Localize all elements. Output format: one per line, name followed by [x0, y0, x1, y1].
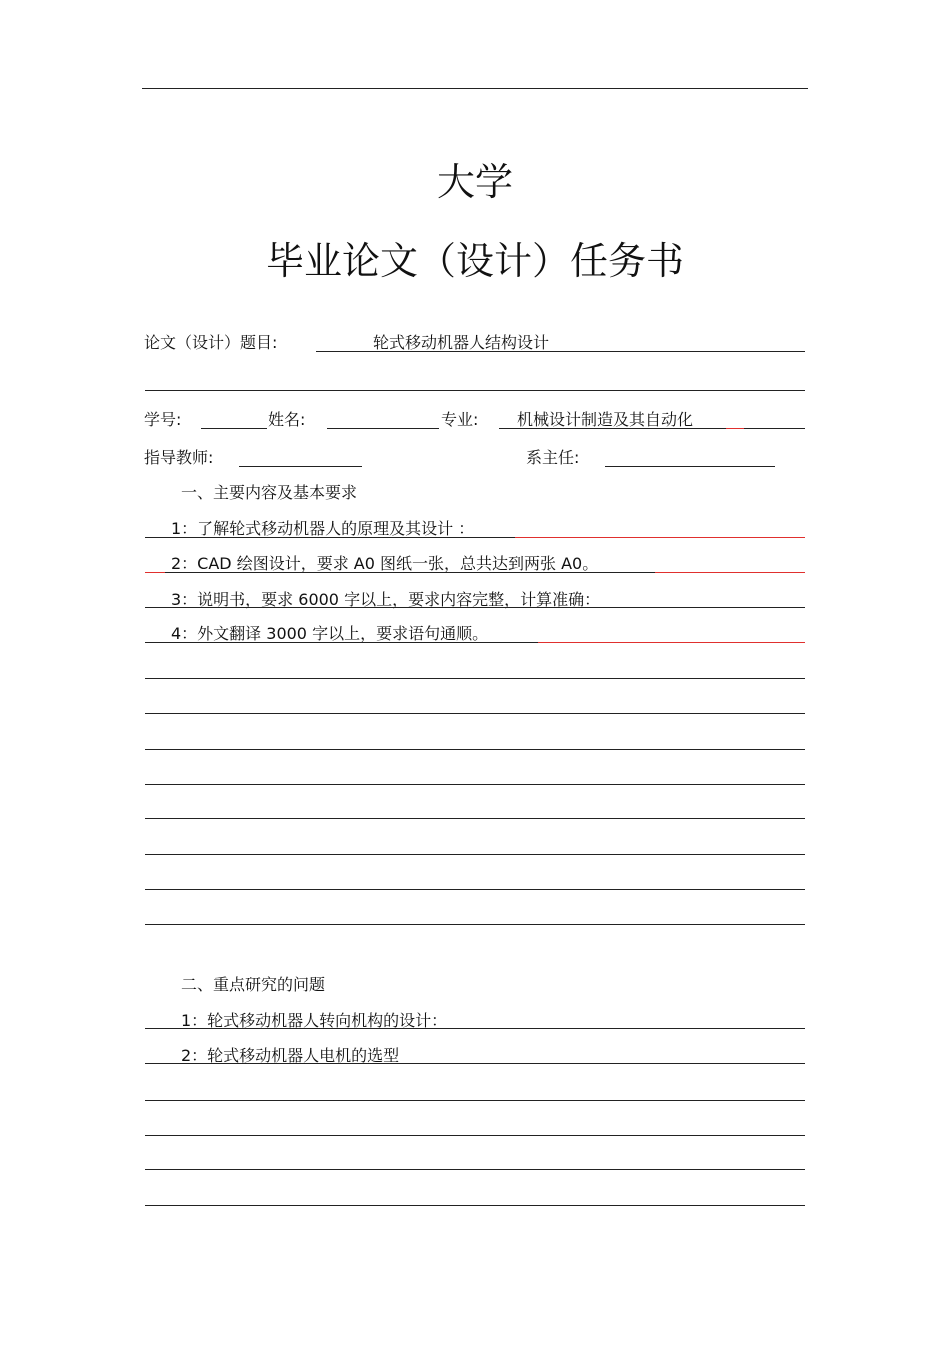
major-value[interactable]: 机械设计制造及其自动化: [517, 410, 694, 429]
section1-item-1: 1：了解轮式移动机器人的原理及其设计 ：: [171, 519, 475, 538]
section1-blank-line: [145, 678, 805, 679]
header-rule: [142, 88, 808, 89]
topic-value[interactable]: 轮式移动机器人结构设计: [373, 333, 550, 352]
section1-blank-line: [145, 784, 805, 785]
section1-blank-line: [145, 889, 805, 890]
section2-heading: 二、重点研究的问题: [181, 975, 326, 994]
section1-blank-line: [145, 924, 805, 925]
section2-item-1: 1：轮式移动机器人转向机构的设计：: [181, 1011, 448, 1030]
topic-underline: [316, 351, 805, 352]
section2-blank-line: [145, 1100, 805, 1101]
section1-item-3: 3：说明书，要求 6000 字以上，要求内容完整，计算准确：: [171, 590, 601, 609]
university-title: 大学: [436, 160, 513, 204]
section1-line-2: [165, 572, 655, 573]
section1-line-4-red: [538, 642, 805, 643]
section1-blank-line: [145, 854, 805, 855]
topic-second-line: [145, 390, 805, 391]
section2-line-2: [145, 1063, 805, 1064]
section2-item-2: 2：轮式移动机器人电机的选型: [181, 1046, 400, 1065]
student-id-label: 学号:: [144, 410, 182, 429]
section1-line-4: [145, 642, 538, 643]
major-underline: [499, 428, 805, 429]
section1-blank-line: [145, 713, 805, 714]
section1-item-4: 4：外文翻译 3000 字以上，要求语句通顺。: [171, 624, 489, 643]
topic-label: 论文（设计）题目:: [144, 333, 278, 352]
student-id-underline: [201, 428, 267, 429]
section1-blank-line: [145, 749, 805, 750]
dept-head-underline: [605, 466, 775, 467]
section1-item-2: 2：CAD 绘图设计，要求 A0 图纸一张，总共达到两张 A0。: [171, 554, 599, 573]
section2-line-1: [145, 1028, 805, 1029]
advisor-underline: [239, 466, 362, 467]
section2-blank-line: [145, 1135, 805, 1136]
section1-blank-line: [145, 818, 805, 819]
name-label: 姓名:: [268, 410, 306, 429]
section1-line-2-red-right: [655, 572, 805, 573]
major-label: 专业:: [441, 410, 479, 429]
section1-heading: 一、主要内容及基本要求: [181, 483, 358, 502]
dept-head-label: 系主任:: [526, 448, 580, 467]
section1-line-1-red: [515, 537, 805, 538]
section1-line-3: [145, 607, 805, 608]
section1-line-1: [145, 537, 515, 538]
section1-line-2-red-left: [145, 572, 165, 573]
advisor-label: 指导教师:: [144, 448, 214, 467]
section2-blank-line: [145, 1205, 805, 1206]
name-underline: [327, 428, 439, 429]
major-red-mark: [726, 428, 744, 429]
section2-blank-line: [145, 1169, 805, 1170]
document-title: 毕业论文（设计）任务书: [265, 239, 684, 283]
